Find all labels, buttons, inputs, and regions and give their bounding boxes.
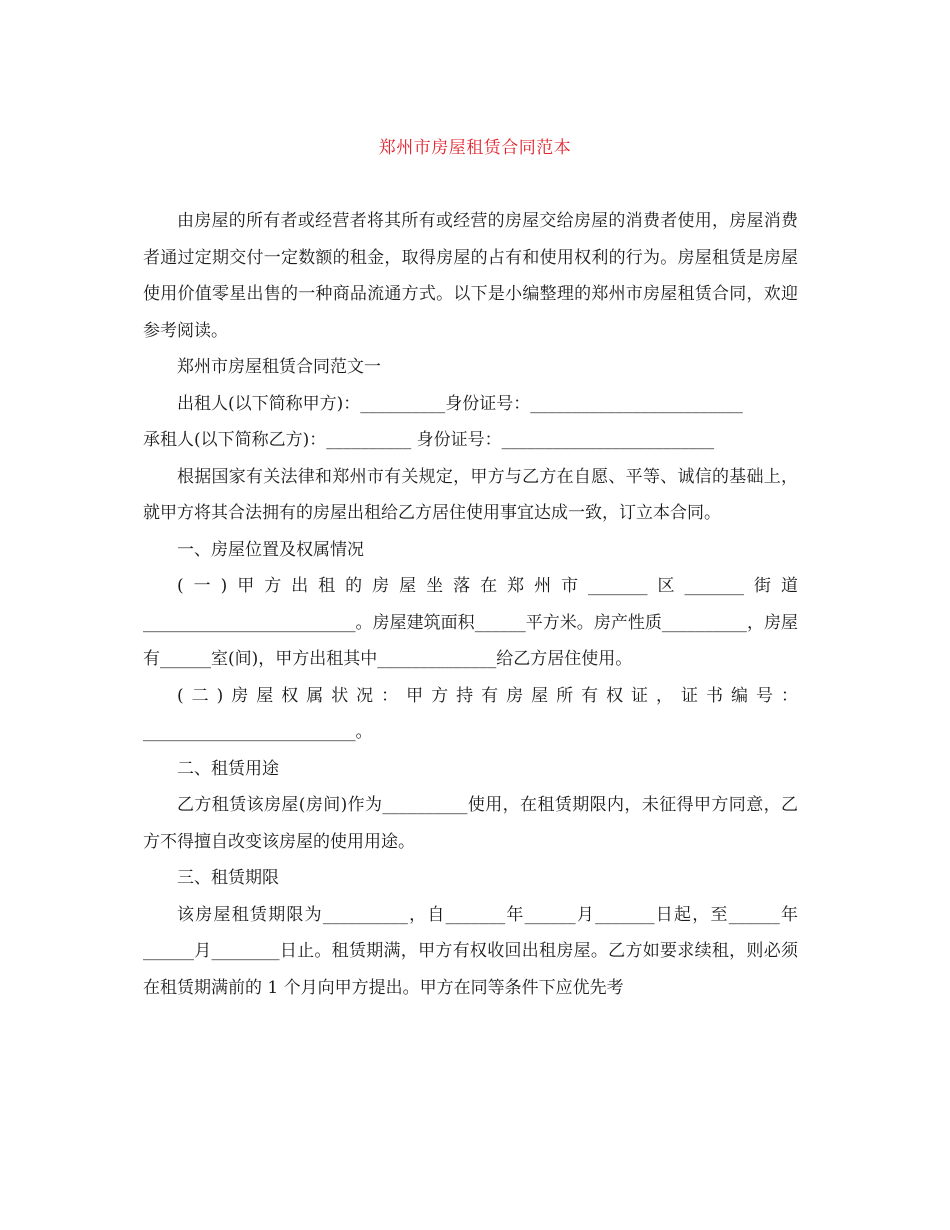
document-body — [143, 203, 798, 1006]
section-heading-sample-one: 郑州市房屋租赁合同范文一 — [177, 357, 381, 377]
intro-paragraph: 由房屋的所有者或经营者将其所有或经营的房屋交给房屋的消费者使用，房屋消费者通过定期交付一定数额的租金，取得房屋的占有和使用权利的行为。房屋租赁是房屋使用价值零星出售的一种商品流通方式。以下是小编整理的郑州市房屋租赁合同，欢迎参考阅读。 — [143, 211, 798, 341]
basis-paragraph: 根据国家有关法律和郑州市有关规定，甲方与乙方在自愿、平等、诚信的基础上，就甲方将其合法拥有的房屋出租给乙方居住使用事宜达成一致，订立本合同。 — [143, 466, 798, 523]
document-title: 郑州市房屋租赁合同范本 — [378, 138, 572, 158]
section-heading-purpose: 二、租赁用途 — [177, 758, 279, 779]
lessor-line: 出租人(以下简称甲方)：__________身份证号：_________________________ — [177, 393, 743, 414]
lessee-line: 承租人(以下简称乙方)：__________ 身份证号：_________________________ — [143, 430, 715, 450]
clause-location: (一)甲方出租的房屋坐落在郑州市_______区_______街道_________________________。房屋建筑面积______平方米。房产性质__________，房屋有______室(间)，甲方出租其中______________给乙方居住使用。 — [143, 576, 798, 669]
clause-ownership: (二)房屋权属状况：甲方持有房屋所有权证，证书编号：_________________________。 — [143, 685, 798, 742]
clause-purpose: 乙方租赁该房屋(房间)作为__________使用，在租赁期限内，未征得甲方同意，乙方不得擅自改变该房屋的使用用途。 — [143, 795, 798, 852]
section-heading-location: 一、房屋位置及权属情况 — [177, 539, 364, 560]
clause-term: 该房屋租赁期限为__________，自_______年______月_______日起，至______年______月________日止。租赁期满，甲方有权收回出租房屋。乙方如要求续租，则必须在租赁期满前的 1 个月向甲方提出。甲方在同等条件下应优先考 — [143, 904, 798, 998]
section-heading-term: 三、租赁期限 — [177, 868, 279, 888]
